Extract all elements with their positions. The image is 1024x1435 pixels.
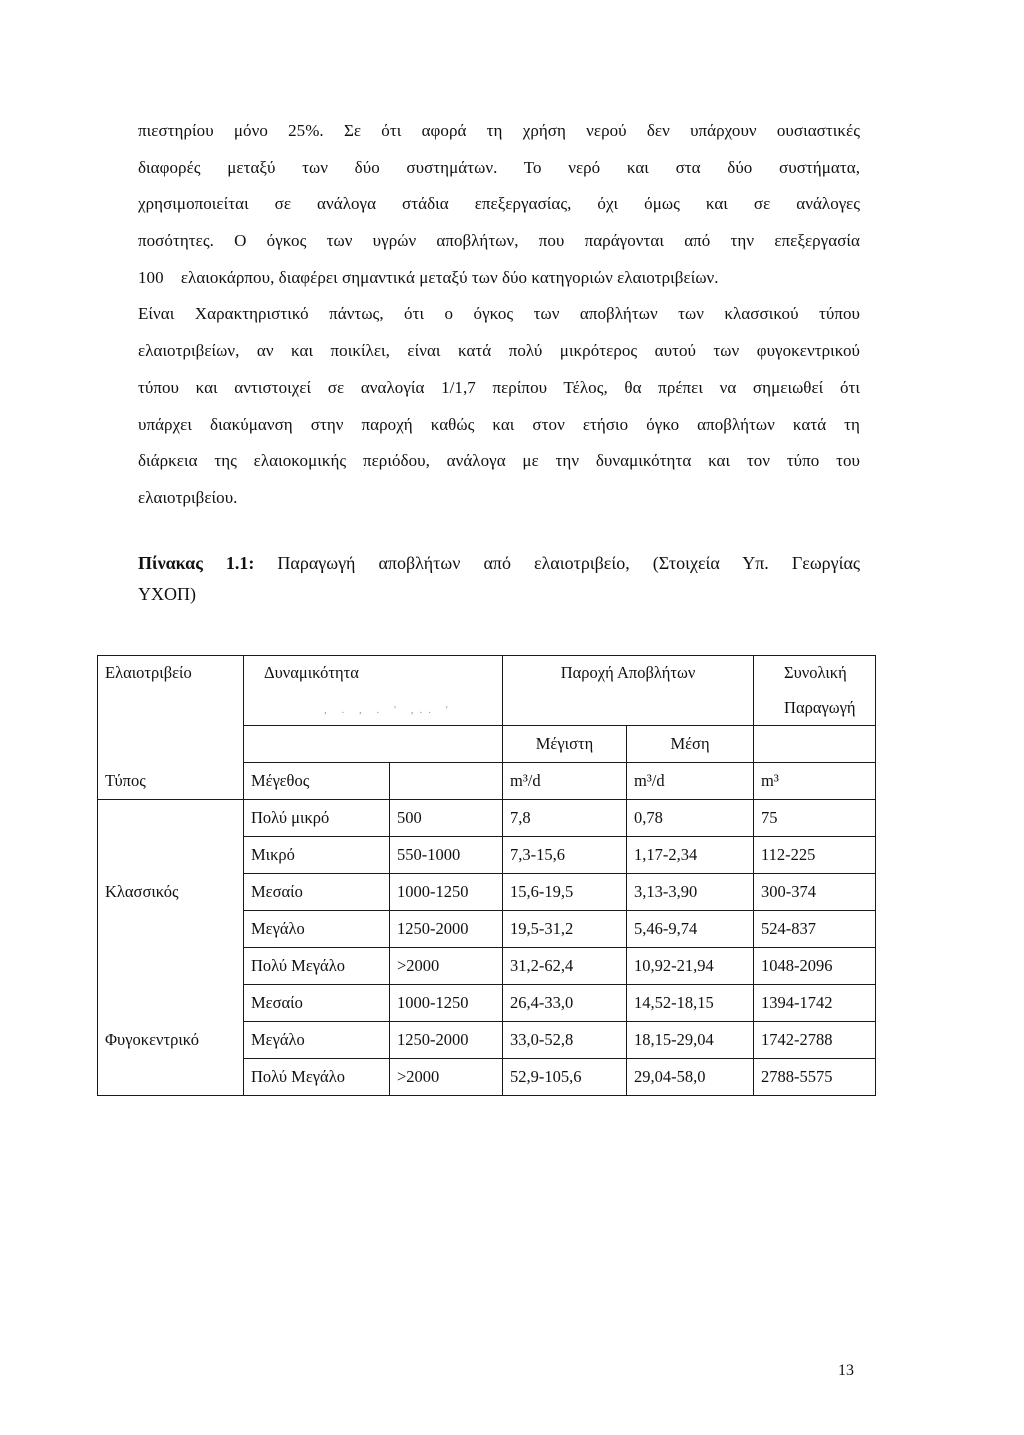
row-size: Μεγάλο (244, 1022, 390, 1059)
row-avg: 1,17-2,34 (627, 837, 754, 874)
header-capacity (244, 656, 503, 691)
caption-line (138, 548, 860, 579)
table-row (98, 911, 876, 948)
row-total: 1742-2788 (754, 1022, 876, 1059)
row-capacity: >2000 (390, 948, 503, 985)
paragraph-line: τύπου και αντιστοιχεί σε αναλογία 1/1,7 περίπου Τέλος, θα πρέπει να σημειωθεί ότι (138, 377, 860, 397)
paragraph-line: Είναι Χαρακτηριστικό πάντως, ότι ο όγκος των αποβλήτων των κλασσικού τύπου (138, 304, 860, 324)
units-avg: m³/d (627, 763, 754, 800)
units-total: m³ (754, 763, 876, 800)
row-capacity: 550-1000 (390, 837, 503, 874)
row-max: 33,0-52,8 (503, 1022, 627, 1059)
row-size: Πολύ μικρό (244, 800, 390, 837)
caption-label: Πίνακας 1.1: (138, 553, 255, 573)
header-max: Μέγιστη (503, 726, 627, 763)
row-size: Μικρό (244, 837, 390, 874)
header-total: Συνολική (754, 656, 876, 691)
row-total: 2788-5575 (754, 1059, 876, 1096)
row-capacity: 500 (390, 800, 503, 837)
table-row (98, 800, 876, 837)
row-max: 19,5-31,2 (503, 911, 627, 948)
table-row (98, 948, 876, 985)
row-size: Μεγάλο (244, 911, 390, 948)
table-subheader-row (98, 726, 876, 763)
paragraph-line: ελαιοτριβείων, αν και ποικίλει, είναι κατά πολύ μικρότερος αυτού των φυγοκεντρικού (138, 341, 860, 361)
body-paragraph (138, 113, 860, 517)
table-units-row (98, 763, 876, 800)
group-cell (98, 1059, 244, 1096)
paragraph-line: υπάρχει διακύμανση στην παροχή καθώς και στον ετήσιο όγκο αποβλήτων κατά τη (138, 414, 860, 434)
waste-production-table (97, 655, 876, 1096)
faint-marks: , . , . ' ,.. ' (324, 704, 454, 716)
row-avg: 3,13-3,90 (627, 874, 754, 911)
header-empty-cell (503, 691, 754, 726)
header-empty-cell (244, 726, 503, 763)
header-avg: Μέση (627, 726, 754, 763)
row-size: Πολύ Μεγάλο (244, 948, 390, 985)
group-cell (98, 911, 244, 948)
units-type: Τύπος (98, 763, 244, 800)
table-row (98, 985, 876, 1022)
row-total: 1394-1742 (754, 985, 876, 1022)
row-total: 112-225 (754, 837, 876, 874)
paragraph-line: διαφορές μεταξύ των δύο συστημάτων. Το νερό και στα δύο συστήματα, (138, 157, 860, 177)
header-empty-cell (98, 726, 244, 763)
header-mill: Ελαιοτριβείο (98, 656, 244, 691)
table-header-row-2 (98, 691, 876, 726)
row-avg: 5,46-9,74 (627, 911, 754, 948)
header-total-2: Παραγωγή (754, 691, 876, 726)
table-row (98, 837, 876, 874)
row-size: Πολύ Μεγάλο (244, 1059, 390, 1096)
group-cell (98, 985, 244, 1022)
paragraph-line: ελαιοτριβείου. (138, 487, 238, 507)
row-size: Μεσαίο (244, 874, 390, 911)
row-total: 75 (754, 800, 876, 837)
row-avg: 29,04-58,0 (627, 1059, 754, 1096)
row-avg: 0,78 (627, 800, 754, 837)
units-empty (390, 763, 503, 800)
row-max: 26,4-33,0 (503, 985, 627, 1022)
group-label-classic: Κλασσικός (98, 874, 244, 911)
row-capacity: 1250-2000 (390, 1022, 503, 1059)
group-cell (98, 800, 244, 837)
header-empty-cell (98, 691, 244, 726)
group-label-centrifugal: Φυγοκεντρικό (98, 1022, 244, 1059)
paragraph-line: χρησιμοποιείται σε ανάλογα στάδια επεξεργασίας, όχι όμως και σε ανάλογες (138, 194, 860, 214)
header-capacity-faint (244, 691, 503, 726)
row-avg: 14,52-18,15 (627, 985, 754, 1022)
page-number: 13 (838, 1362, 854, 1379)
row-avg: 10,92-21,94 (627, 948, 754, 985)
table-caption (138, 548, 860, 610)
paragraph-line: ποσότητες. Ο όγκος των υγρών αποβλήτων, που παράγονται από την επεξεργασία (138, 231, 860, 251)
row-total: 524-837 (754, 911, 876, 948)
row-max: 7,3-15,6 (503, 837, 627, 874)
caption-line-2: ΥΧΟΠ) (138, 584, 196, 604)
units-max: m³/d (503, 763, 627, 800)
row-capacity: 1250-2000 (390, 911, 503, 948)
row-capacity: >2000 (390, 1059, 503, 1096)
group-cell (98, 948, 244, 985)
row-max: 31,2-62,4 (503, 948, 627, 985)
row-avg: 18,15-29,04 (627, 1022, 754, 1059)
row-total: 300-374 (754, 874, 876, 911)
row-capacity: 1000-1250 (390, 874, 503, 911)
table-row (98, 1059, 876, 1096)
table-header-row (98, 656, 876, 691)
header-flow: Παροχή Αποβλήτων (503, 656, 754, 691)
paragraph-line: διάρκεια της ελαιοκομικής περιόδου, ανάλογα με την δυναμικότητα και τον τύπο του (138, 451, 860, 471)
row-total: 1048-2096 (754, 948, 876, 985)
table-row (98, 874, 876, 911)
units-size: Μέγεθος (244, 763, 390, 800)
row-size: Μεσαίο (244, 985, 390, 1022)
row-max: 15,6-19,5 (503, 874, 627, 911)
caption-text: Παραγωγή αποβλήτων από ελαιοτριβείο, (Στοιχεία Υπ. Γεωργίας (277, 553, 861, 573)
row-capacity: 1000-1250 (390, 985, 503, 1022)
row-max: 7,8 (503, 800, 627, 837)
table-row (98, 1022, 876, 1059)
header-capacity-label: Δυναμικότητα (264, 663, 359, 682)
paragraph-line: πιεστηρίου μόνο 25%. Σε ότι αφορά τη χρήση νερού δεν υπάρχουν ουσιαστικές (138, 121, 860, 140)
row-max: 52,9-105,6 (503, 1059, 627, 1096)
paragraph-line: 100 ελαιοκάρπου, διαφέρει σημαντικά μεταξύ των δύο κατηγοριών ελαιοτριβείων. (138, 267, 719, 287)
group-cell (98, 837, 244, 874)
header-empty-cell (754, 726, 876, 763)
